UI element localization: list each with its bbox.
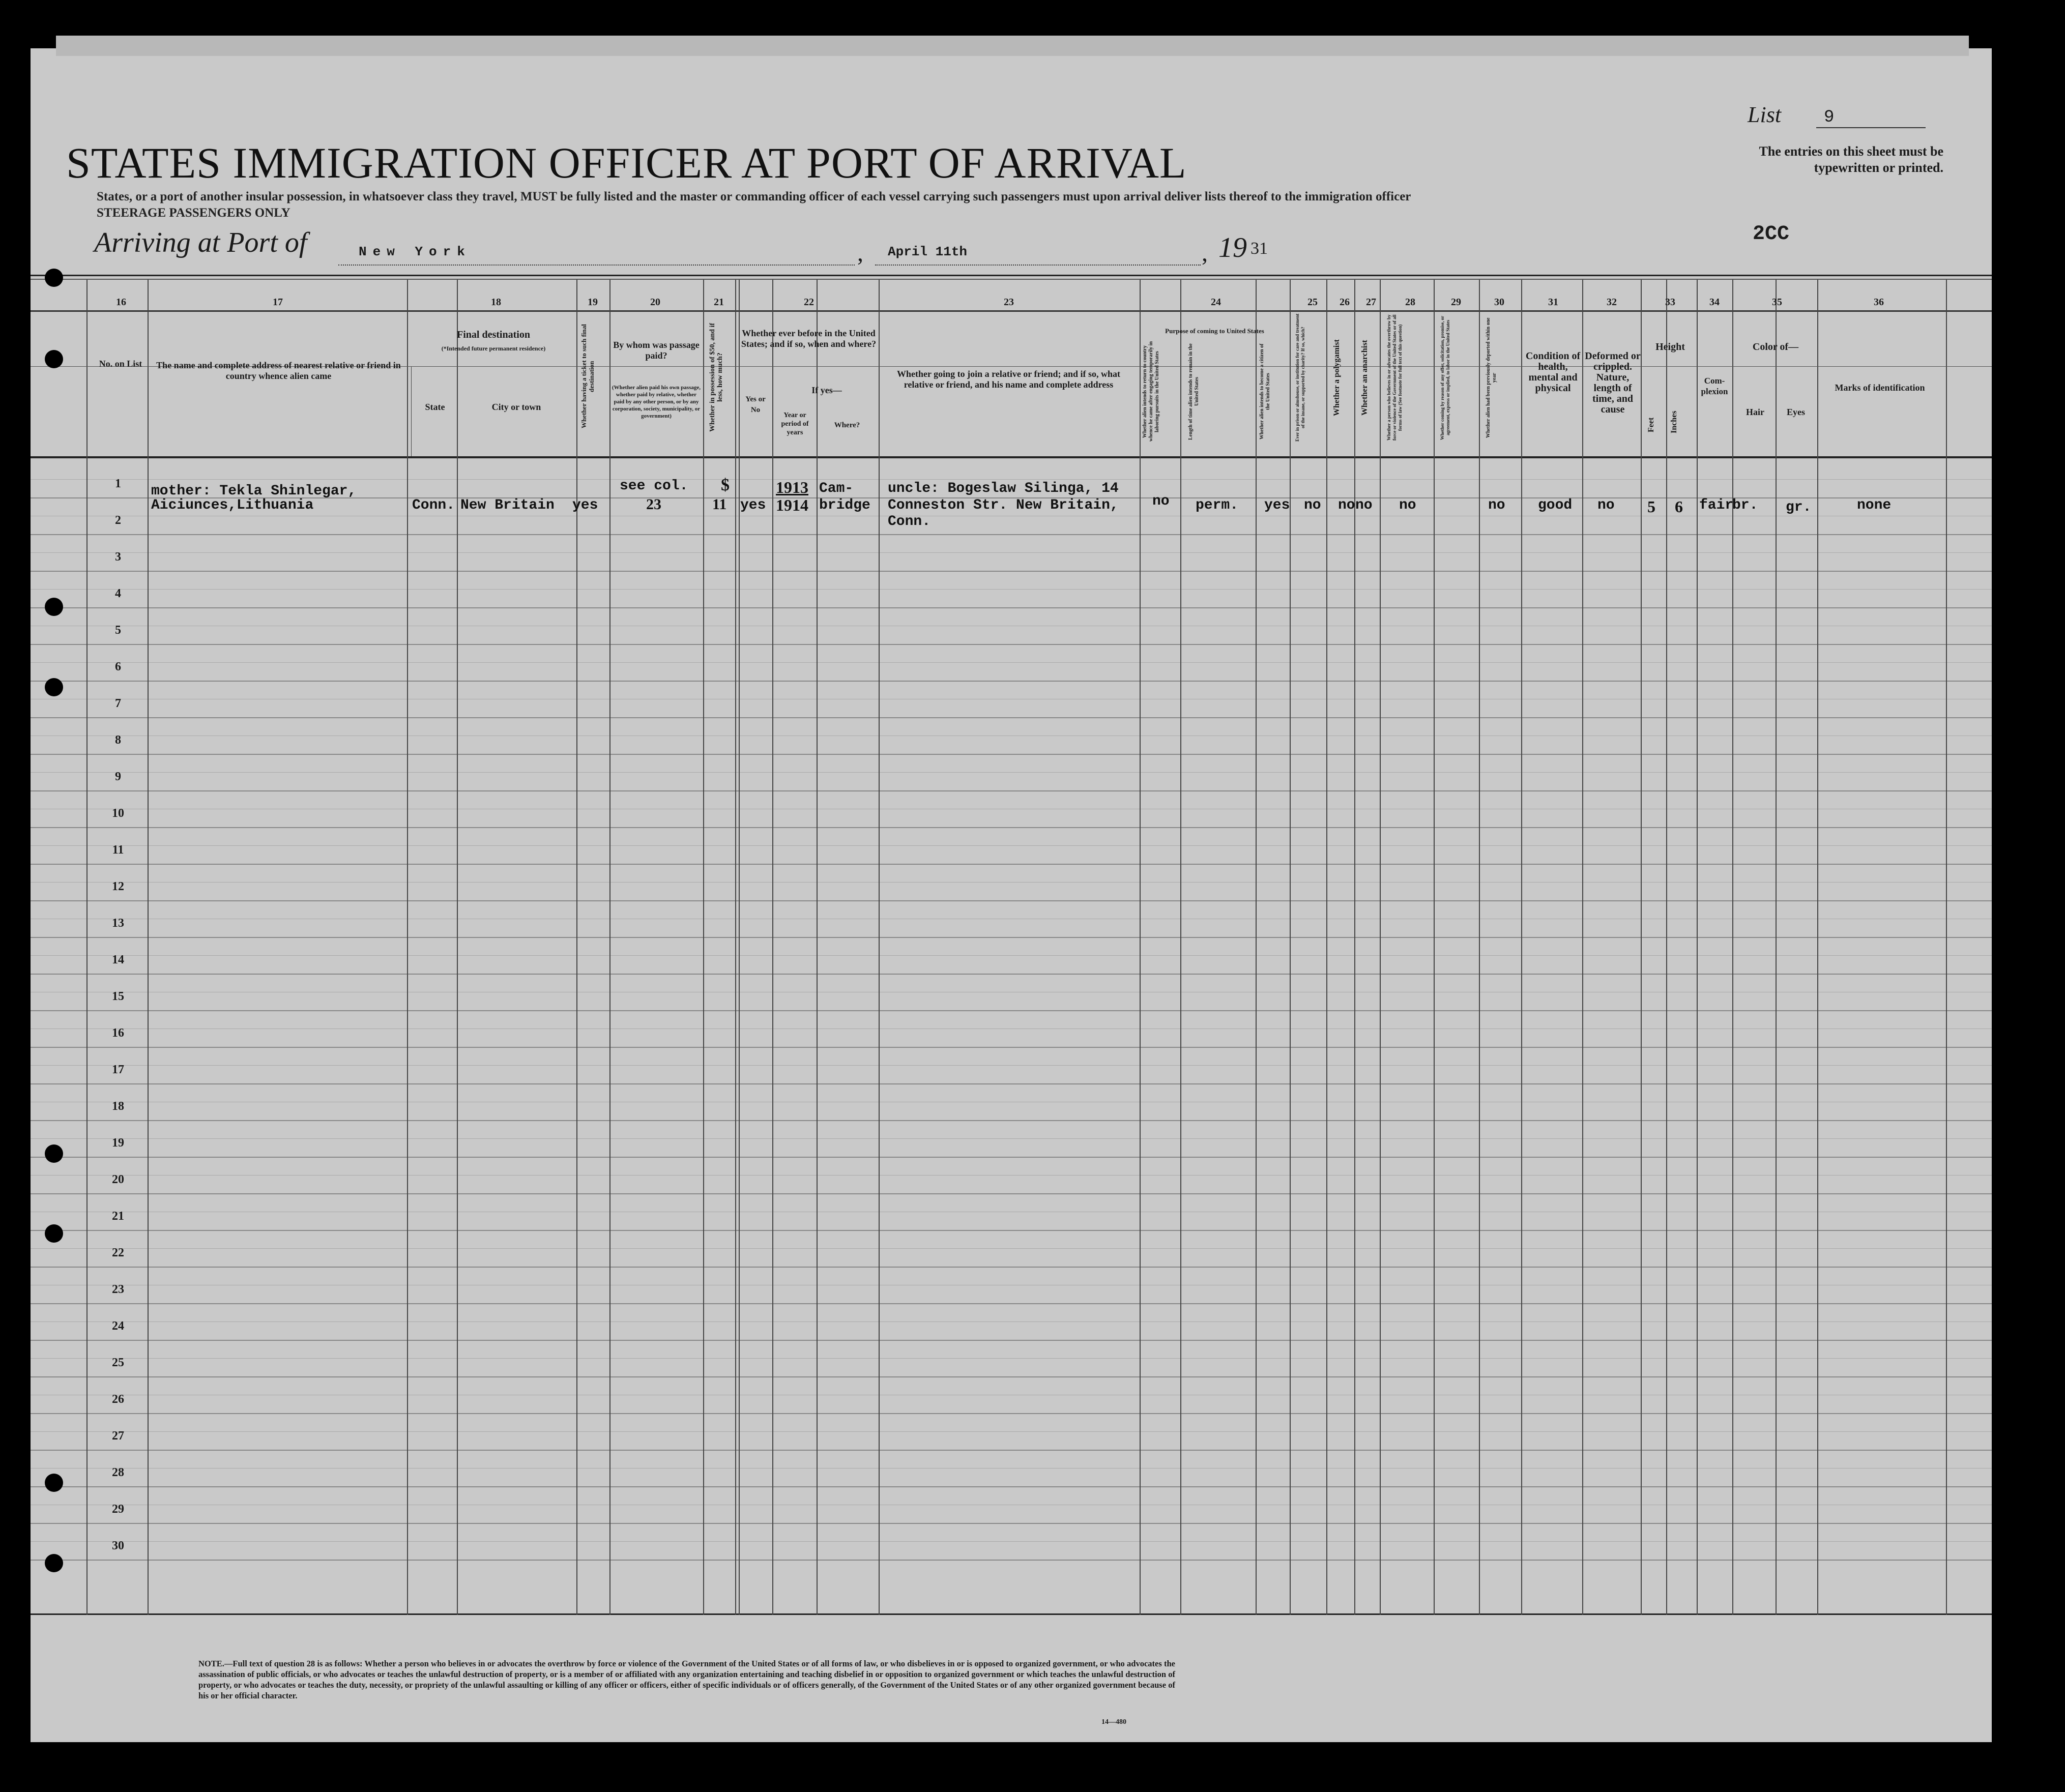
column-rule — [1479, 280, 1480, 1615]
punch-hole — [45, 269, 63, 287]
punch-hole — [45, 1474, 63, 1492]
height-inches: 6 — [1675, 497, 1683, 516]
row-number: 3 — [115, 550, 121, 564]
col17-header: The name and complete address of nearest relative or friend in country whence alien came — [156, 360, 401, 381]
destination-state: Conn. — [412, 497, 455, 513]
row-number: 17 — [112, 1063, 124, 1076]
row-number: 30 — [112, 1539, 124, 1552]
column-rule — [1776, 280, 1777, 1615]
col19-header: Whether having a ticket to such final destination — [580, 324, 595, 429]
port-value: New York — [359, 244, 471, 259]
money-symbol: $ — [721, 476, 730, 494]
col28-header: Whether a person who believes in or advocates the overthrow by force or violence of the Government of the United States or of all forms of law (See footnote for full text of this question) — [1386, 314, 1403, 441]
relative-address: Aiciunces,Lithuania — [151, 497, 314, 513]
anarchist-value: no — [1355, 497, 1373, 513]
column-rule — [1641, 280, 1642, 1615]
page-edge — [56, 36, 1969, 56]
col-number: 36 — [1874, 297, 1884, 308]
col31-header: Condition of health, mental and physical — [1525, 350, 1581, 394]
col33-header: Height — [1655, 341, 1685, 352]
paid-by-line1: see col. — [620, 478, 688, 494]
col-number: 27 — [1366, 297, 1376, 308]
column-rule — [1434, 280, 1435, 1615]
row-number: 26 — [112, 1393, 124, 1406]
col29-header: Whether coming by reason of any offer, solicitation, promise, or agreement, express or implied, to labor in the United States — [1440, 315, 1450, 440]
row-number: 6 — [115, 660, 121, 673]
row-number: 21 — [112, 1210, 124, 1223]
col-number: 29 — [1451, 297, 1461, 308]
join-line1: uncle: Bogeslaw Silinga, 14 — [888, 481, 1119, 496]
col-number: 19 — [588, 297, 598, 308]
col-number: 17 — [273, 297, 283, 308]
footnote: NOTE.—Full text of question 28 is as follows: Whether a person who believes in or advocates the overthrow by force or violence of the Government of the United States or of all forms of law, or who disbelieves in or is opposed to organized government, or who advocates the assassination of public officials, or who advocates or teaches the unlawful destruction of property, or is a member of or affiliated with any organization entertaining and teaching disbelief in or opposition to organized government or which teaches the unlawful destruction of property, or who advocates or teaches the duty, necessity, or propriety of the unlawful assaulting or killing of any officer or officers, either of specific individuals or of officers generally, of the Government of the United States or of any other organized government because of his or her official character. — [198, 1659, 1175, 1700]
col33-feet-header: Feet — [1647, 417, 1655, 432]
col22-year-header: Year or period of years — [781, 412, 809, 436]
where-line2: bridge — [819, 497, 870, 513]
column-rule — [609, 280, 610, 1615]
col-number: 23 — [1004, 297, 1014, 308]
col24-header: Purpose of coming to United States — [1165, 327, 1264, 335]
col22-yesno-header: Yes or No — [745, 395, 766, 414]
col35-header: Color of— — [1752, 341, 1799, 352]
length-value: perm. — [1196, 497, 1239, 513]
row-number: 28 — [112, 1466, 124, 1479]
before-yes-no: yes — [740, 497, 766, 513]
header-line-1: States, or a port of another insular possession, in whatsoever class they travel, MUST be fully listed and the master or commanding officer of each vessel carrying such passengers must upon arrival deliver lists thereof to the immigration officer — [97, 190, 1411, 203]
row-number: 2 — [115, 514, 121, 527]
punch-hole — [45, 678, 63, 696]
col20-subheader: (Whether alien paid his own passage, whether paid by relative, whether paid by any other person, or by any corporation, society, municipality, or government) — [612, 385, 701, 419]
col-number: 21 — [714, 297, 724, 308]
row-number: 12 — [112, 880, 124, 893]
row-number: 24 — [112, 1319, 124, 1333]
height-feet: 5 — [1647, 497, 1655, 516]
col26-header: Whether a polygamist — [1332, 339, 1341, 416]
list-underline — [1816, 127, 1926, 128]
col25-header: Ever in prison or almshouse, or institution for care and treatment of the insane, or supported by charity? If so, which? — [1295, 313, 1305, 442]
complexion-value: fair — [1699, 497, 1734, 513]
date-underline — [875, 265, 1201, 266]
list-value: 9 — [1824, 108, 1835, 127]
col-number: 16 — [116, 297, 126, 308]
col22-where-header: Where? — [834, 421, 860, 429]
deformed-value: no — [1597, 497, 1615, 513]
column-rule — [1326, 280, 1327, 1615]
subcolumn-rule — [411, 366, 412, 456]
row-number: 5 — [115, 624, 121, 637]
column-rule — [576, 280, 577, 1615]
column-rule — [703, 280, 704, 1615]
col-number: 30 — [1494, 297, 1504, 308]
arrival-date: April 11th — [888, 244, 968, 259]
col35-hair-header: Hair — [1746, 407, 1764, 417]
row-number: 22 — [112, 1246, 124, 1259]
col-number: 25 — [1307, 297, 1318, 308]
col23-header: Whether going to join a relative or friend; and if so, what relative or friend, and his name and complete address — [897, 369, 1120, 390]
header-line-2: STEERAGE PASSENGERS ONLY — [97, 206, 290, 220]
column-rule — [1140, 280, 1141, 1615]
col18-state-header: State — [425, 402, 445, 412]
marks-value: none — [1857, 497, 1892, 513]
punch-hole — [45, 1144, 63, 1163]
col24-return-header: Whether alien intends to return to country whence he came after engaging temporarily in laboring pursuits in the United States — [1142, 341, 1160, 442]
col22-ifyes-header: If yes— — [811, 385, 842, 395]
punch-hole — [45, 1224, 63, 1243]
col22-header: Whether ever before in the United States; and if so, when and where? — [741, 328, 877, 349]
column-rule — [1582, 280, 1583, 1615]
col-number: 32 — [1607, 297, 1617, 308]
year-suffix: 31 — [1250, 239, 1268, 258]
year-prefix: 19 — [1218, 232, 1247, 263]
column-rule — [407, 280, 408, 1615]
col30-header: Whether alien had been previously deported within one year — [1486, 317, 1497, 438]
column-rule — [735, 280, 736, 1615]
row-number: 10 — [112, 807, 124, 820]
row-number: 1 — [115, 477, 121, 490]
prison-value: no — [1304, 497, 1321, 513]
column-rule — [1732, 280, 1733, 1615]
row-number: 23 — [112, 1283, 124, 1296]
row-number: 29 — [112, 1503, 124, 1516]
col-number: 22 — [804, 297, 814, 308]
row-number: 16 — [112, 1026, 124, 1040]
column-rule — [879, 280, 880, 1615]
row-number: 18 — [112, 1100, 124, 1113]
col32-header: Deformed or crippled. Nature, length of time, and cause — [1585, 350, 1641, 415]
column-rule — [1666, 280, 1667, 1615]
row-number: 19 — [112, 1136, 124, 1150]
col-number: 24 — [1211, 297, 1221, 308]
polygamist-value: no — [1338, 497, 1355, 513]
col18-city-header: City or town — [491, 402, 541, 412]
column-rule — [1380, 280, 1381, 1615]
list-label: List — [1748, 102, 1782, 127]
years-line2: 1914 — [776, 496, 808, 514]
column-rule — [772, 280, 773, 1615]
comma: , — [1202, 240, 1208, 267]
port-underline — [338, 265, 855, 266]
column-rule — [1946, 280, 1947, 1615]
column-rule — [1290, 280, 1291, 1615]
col18-subheader: (*Intended future permanent residence) — [441, 345, 546, 352]
page-title: STATES IMMIGRATION OFFICER AT PORT OF ARRIVAL — [66, 138, 1187, 187]
hair-value: br. — [1732, 497, 1758, 513]
row-number: 4 — [115, 587, 121, 600]
ticket-value: yes — [572, 497, 598, 513]
col16-header: No. on List — [99, 359, 142, 369]
eyes-value: gr. — [1786, 500, 1812, 515]
health-value: good — [1538, 497, 1573, 513]
join-line3: Conn. — [888, 514, 931, 530]
col-number: 35 — [1772, 297, 1782, 308]
col-number: 20 — [650, 297, 660, 308]
where-line1: Cam- — [819, 481, 854, 496]
col-number: 31 — [1548, 297, 1558, 308]
row-number: 20 — [112, 1173, 124, 1186]
table-top-rule — [31, 275, 1992, 276]
punch-hole — [45, 598, 63, 616]
subcolumn-rule — [772, 376, 773, 456]
column-rule — [1817, 280, 1818, 1615]
col18-header: Final destination — [457, 329, 530, 340]
col-number: 28 — [1405, 297, 1415, 308]
col-number: 34 — [1709, 297, 1720, 308]
comma: , — [857, 240, 863, 267]
col33-inches-header: Inches — [1670, 410, 1678, 434]
row-number: 8 — [115, 733, 121, 747]
paid-by-line2: 23 — [646, 496, 661, 513]
row-number: 27 — [112, 1429, 124, 1443]
col20-header: By whom was passage paid? — [613, 340, 700, 361]
punch-hole — [45, 1554, 63, 1572]
col21-header: Whether in possession of $50, and if less, how much? — [709, 322, 724, 432]
column-rule — [739, 280, 740, 1615]
col-number: 26 — [1340, 297, 1350, 308]
destination-city: New Britain — [460, 497, 555, 513]
row-number: 14 — [112, 953, 124, 966]
join-line2: Conneston Str. New Britain, — [888, 497, 1119, 513]
return-value: no — [1152, 493, 1170, 509]
citizen-value: yes — [1264, 497, 1290, 513]
row-number: 7 — [115, 697, 121, 710]
column-rule — [817, 280, 818, 1615]
col-number: 18 — [491, 297, 501, 308]
col34-header: Com-plexion — [1701, 376, 1728, 396]
column-rule — [1180, 280, 1181, 1615]
row-number: 13 — [112, 917, 124, 930]
column-rule — [457, 280, 458, 1615]
typewritten-note: The entries on this sheet must be typewritten or printed. — [1759, 144, 1943, 175]
form-code: 14—480 — [1101, 1718, 1126, 1726]
col35-eyes-header: Eyes — [1787, 407, 1805, 417]
overthrow-value: no — [1399, 497, 1416, 513]
row-number: 9 — [115, 770, 121, 783]
column-rule — [1521, 280, 1522, 1615]
punch-hole — [45, 350, 63, 368]
col24-citizen-header: Whether alien intends to become a citizen of the United States — [1259, 343, 1271, 440]
col-number: 33 — [1665, 297, 1675, 308]
col27-header: Whether an anarchist — [1360, 340, 1369, 416]
relative-name: mother: Tekla Shinlegar, — [151, 483, 357, 499]
arriving-label: Arriving at Port of — [94, 227, 307, 258]
column-rule — [1256, 280, 1257, 1615]
page-number: 2CC — [1753, 223, 1790, 246]
col24-length-header: Length of time alien intends to remain in the United States — [1188, 343, 1200, 440]
row-number: 15 — [112, 990, 124, 1003]
row-number: 25 — [112, 1356, 124, 1369]
column-rule — [1697, 280, 1698, 1615]
column-rule — [1354, 280, 1355, 1615]
col36-header: Marks of identification — [1835, 383, 1925, 393]
row-number: 11 — [112, 843, 124, 857]
deported-value: no — [1488, 497, 1505, 513]
years-line1: 1913 — [776, 478, 808, 496]
money-amount: 11 — [712, 496, 727, 513]
